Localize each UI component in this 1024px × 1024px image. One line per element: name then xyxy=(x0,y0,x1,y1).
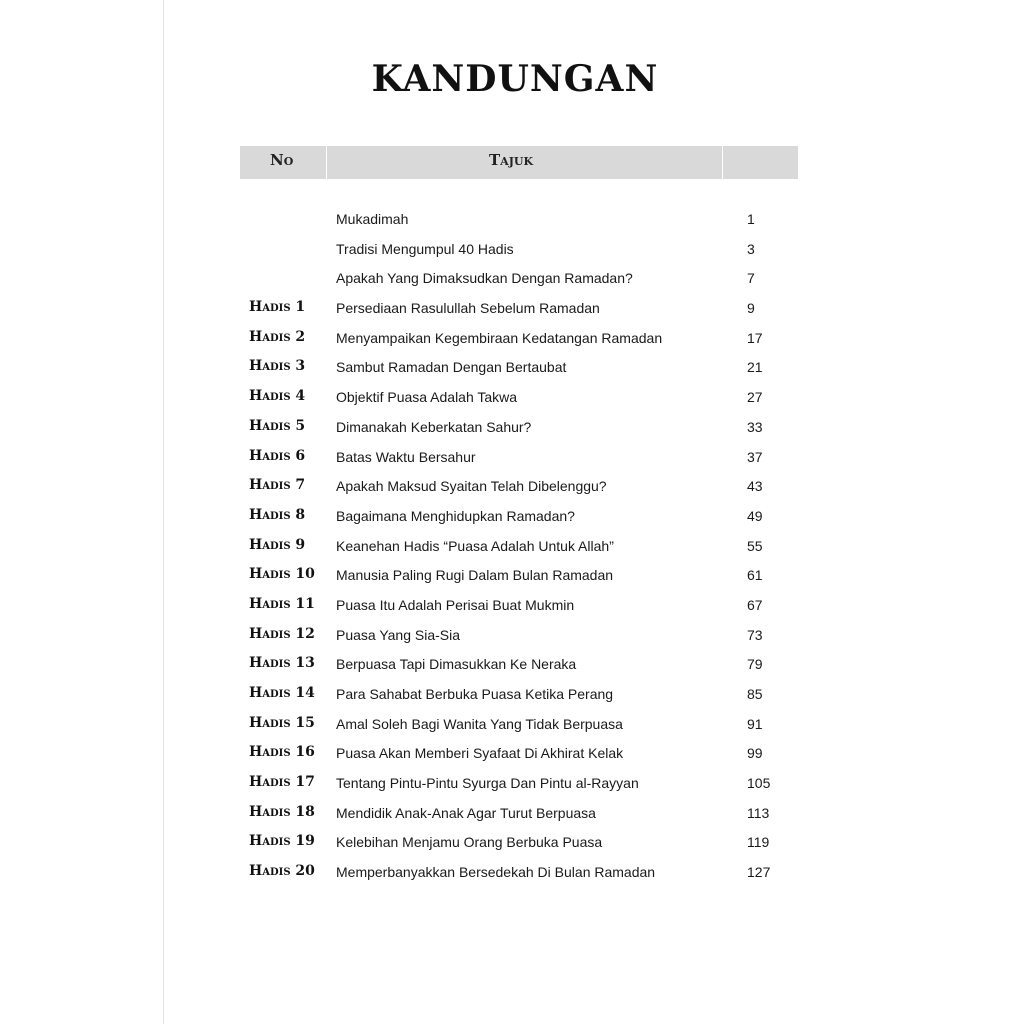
hadis-number: Hadis 12 xyxy=(249,625,315,642)
hadis-number: Hadis 13 xyxy=(249,655,315,672)
table-row xyxy=(0,858,1024,888)
table-row xyxy=(0,383,1024,413)
table-row xyxy=(0,205,1024,235)
table-row xyxy=(0,769,1024,799)
topic-title: Puasa Itu Adalah Perisai Buat Mukmin xyxy=(336,596,575,613)
table-row xyxy=(0,472,1024,502)
topic-title: Mendidik Anak-Anak Agar Turut Berpuasa xyxy=(336,804,596,821)
topic-title: Batas Waktu Bersahur xyxy=(336,448,476,465)
table-row xyxy=(0,413,1024,443)
page-number: 9 xyxy=(747,300,755,317)
table-row xyxy=(0,561,1024,591)
page-number: 55 xyxy=(747,537,763,554)
table-row xyxy=(0,828,1024,858)
topic-title: Menyampaikan Kegembiraan Kedatangan Ramadan xyxy=(336,329,663,346)
topic-title: Puasa Akan Memberi Syafaat Di Akhirat Kelak xyxy=(336,745,624,762)
page-number: 105 xyxy=(747,775,771,792)
hadis-number: Hadis 6 xyxy=(249,447,306,464)
page-number: 7 xyxy=(747,270,755,287)
hadis-number: Hadis 11 xyxy=(249,595,315,612)
topic-title: Manusia Paling Rugi Dalam Bulan Ramadan xyxy=(336,567,614,584)
topic-title: Bagaimana Menghidupkan Ramadan? xyxy=(336,507,575,524)
hadis-number: Hadis 14 xyxy=(249,685,315,701)
hadis-number: Hadis 16 xyxy=(249,744,315,761)
topic-title: Memperbanyakkan Bersedekah Di Bulan Ramadan xyxy=(336,864,656,881)
hadis-number: Hadis 19 xyxy=(249,833,315,850)
page-number: 85 xyxy=(747,686,763,702)
table-row xyxy=(0,235,1024,265)
hadis-number: Hadis 5 xyxy=(249,417,306,434)
page-number: 21 xyxy=(747,359,763,376)
topic-title: Sambut Ramadan Dengan Bertaubat xyxy=(336,359,567,376)
hadis-number: Hadis 18 xyxy=(249,803,315,820)
table-row xyxy=(0,621,1024,651)
column-header-tajuk: Tajuk xyxy=(489,151,534,169)
table-row xyxy=(0,294,1024,324)
page-number: 99 xyxy=(747,745,763,762)
topic-title: Amal Soleh Bagi Wanita Yang Tidak Berpuasa xyxy=(336,715,623,732)
table-row xyxy=(0,532,1024,562)
page-title: KANDUNGAN xyxy=(371,58,659,100)
table-header xyxy=(240,146,798,179)
topic-title: Tradisi Mengumpul 40 Hadis xyxy=(336,240,514,257)
table-row xyxy=(0,799,1024,829)
topic-title: Keanehan Hadis “Puasa Adalah Untuk Allah” xyxy=(336,537,614,554)
table-row xyxy=(0,710,1024,740)
page-number: 67 xyxy=(747,596,763,613)
topic-title: Puasa Yang Sia-Sia xyxy=(336,626,461,643)
page-number: 61 xyxy=(747,567,763,584)
hadis-number: Hadis 4 xyxy=(249,388,306,405)
table-row xyxy=(0,680,1024,710)
hadis-number: Hadis 2 xyxy=(249,328,306,345)
page-number: 119 xyxy=(747,834,770,851)
page-number: 27 xyxy=(747,389,763,406)
page-number: 73 xyxy=(747,626,763,643)
page-number: 33 xyxy=(747,418,763,435)
topic-title: Persediaan Rasulullah Sebelum Ramadan xyxy=(336,300,600,317)
topic-title: Apakah Yang Dimaksudkan Dengan Ramadan? xyxy=(336,270,633,287)
hadis-number: Hadis 10 xyxy=(249,566,315,583)
topic-title: Mukadimah xyxy=(336,211,409,227)
page-number: 79 xyxy=(747,656,763,673)
hadis-number: Hadis 1 xyxy=(249,299,306,316)
topic-title: Dimanakah Keberkatan Sahur? xyxy=(336,418,532,435)
table-row xyxy=(0,739,1024,769)
contents-table-body xyxy=(0,205,1024,888)
hadis-number: Hadis 15 xyxy=(249,714,315,731)
topic-title: Kelebihan Menjamu Orang Berbuka Puasa xyxy=(336,834,603,851)
header-divider xyxy=(722,146,723,179)
table-row xyxy=(0,353,1024,383)
hadis-number: Hadis 3 xyxy=(249,358,306,375)
table-row xyxy=(0,502,1024,532)
page-number: 43 xyxy=(747,478,763,495)
topic-title: Para Sahabat Berbuka Puasa Ketika Perang xyxy=(336,686,614,702)
hadis-number: Hadis 7 xyxy=(249,477,306,494)
topic-title: Objektif Puasa Adalah Takwa xyxy=(336,389,518,406)
page-number: 3 xyxy=(747,240,755,257)
hadis-number: Hadis 8 xyxy=(249,506,306,523)
column-header-no: No xyxy=(270,151,294,169)
page-number: 1 xyxy=(747,211,755,227)
page-number: 37 xyxy=(747,448,763,465)
table-row xyxy=(0,650,1024,680)
table-row xyxy=(0,443,1024,473)
topic-title: Tentang Pintu-Pintu Syurga Dan Pintu al-Rayyan xyxy=(336,775,639,792)
header-divider xyxy=(326,146,327,179)
table-row xyxy=(0,264,1024,294)
page-number: 17 xyxy=(747,329,763,346)
topic-title: Apakah Maksud Syaitan Telah Dibelenggu? xyxy=(336,478,607,495)
page-number: 49 xyxy=(747,507,763,524)
table-row xyxy=(0,324,1024,354)
hadis-number: Hadis 9 xyxy=(249,536,306,553)
table-row xyxy=(0,591,1024,621)
hadis-number: Hadis 17 xyxy=(249,774,315,791)
page-number: 113 xyxy=(747,804,770,821)
topic-title: Berpuasa Tapi Dimasukkan Ke Neraka xyxy=(336,656,577,673)
page-number: 127 xyxy=(747,864,771,881)
hadis-number: Hadis 20 xyxy=(249,863,315,880)
page-number: 91 xyxy=(747,715,763,732)
